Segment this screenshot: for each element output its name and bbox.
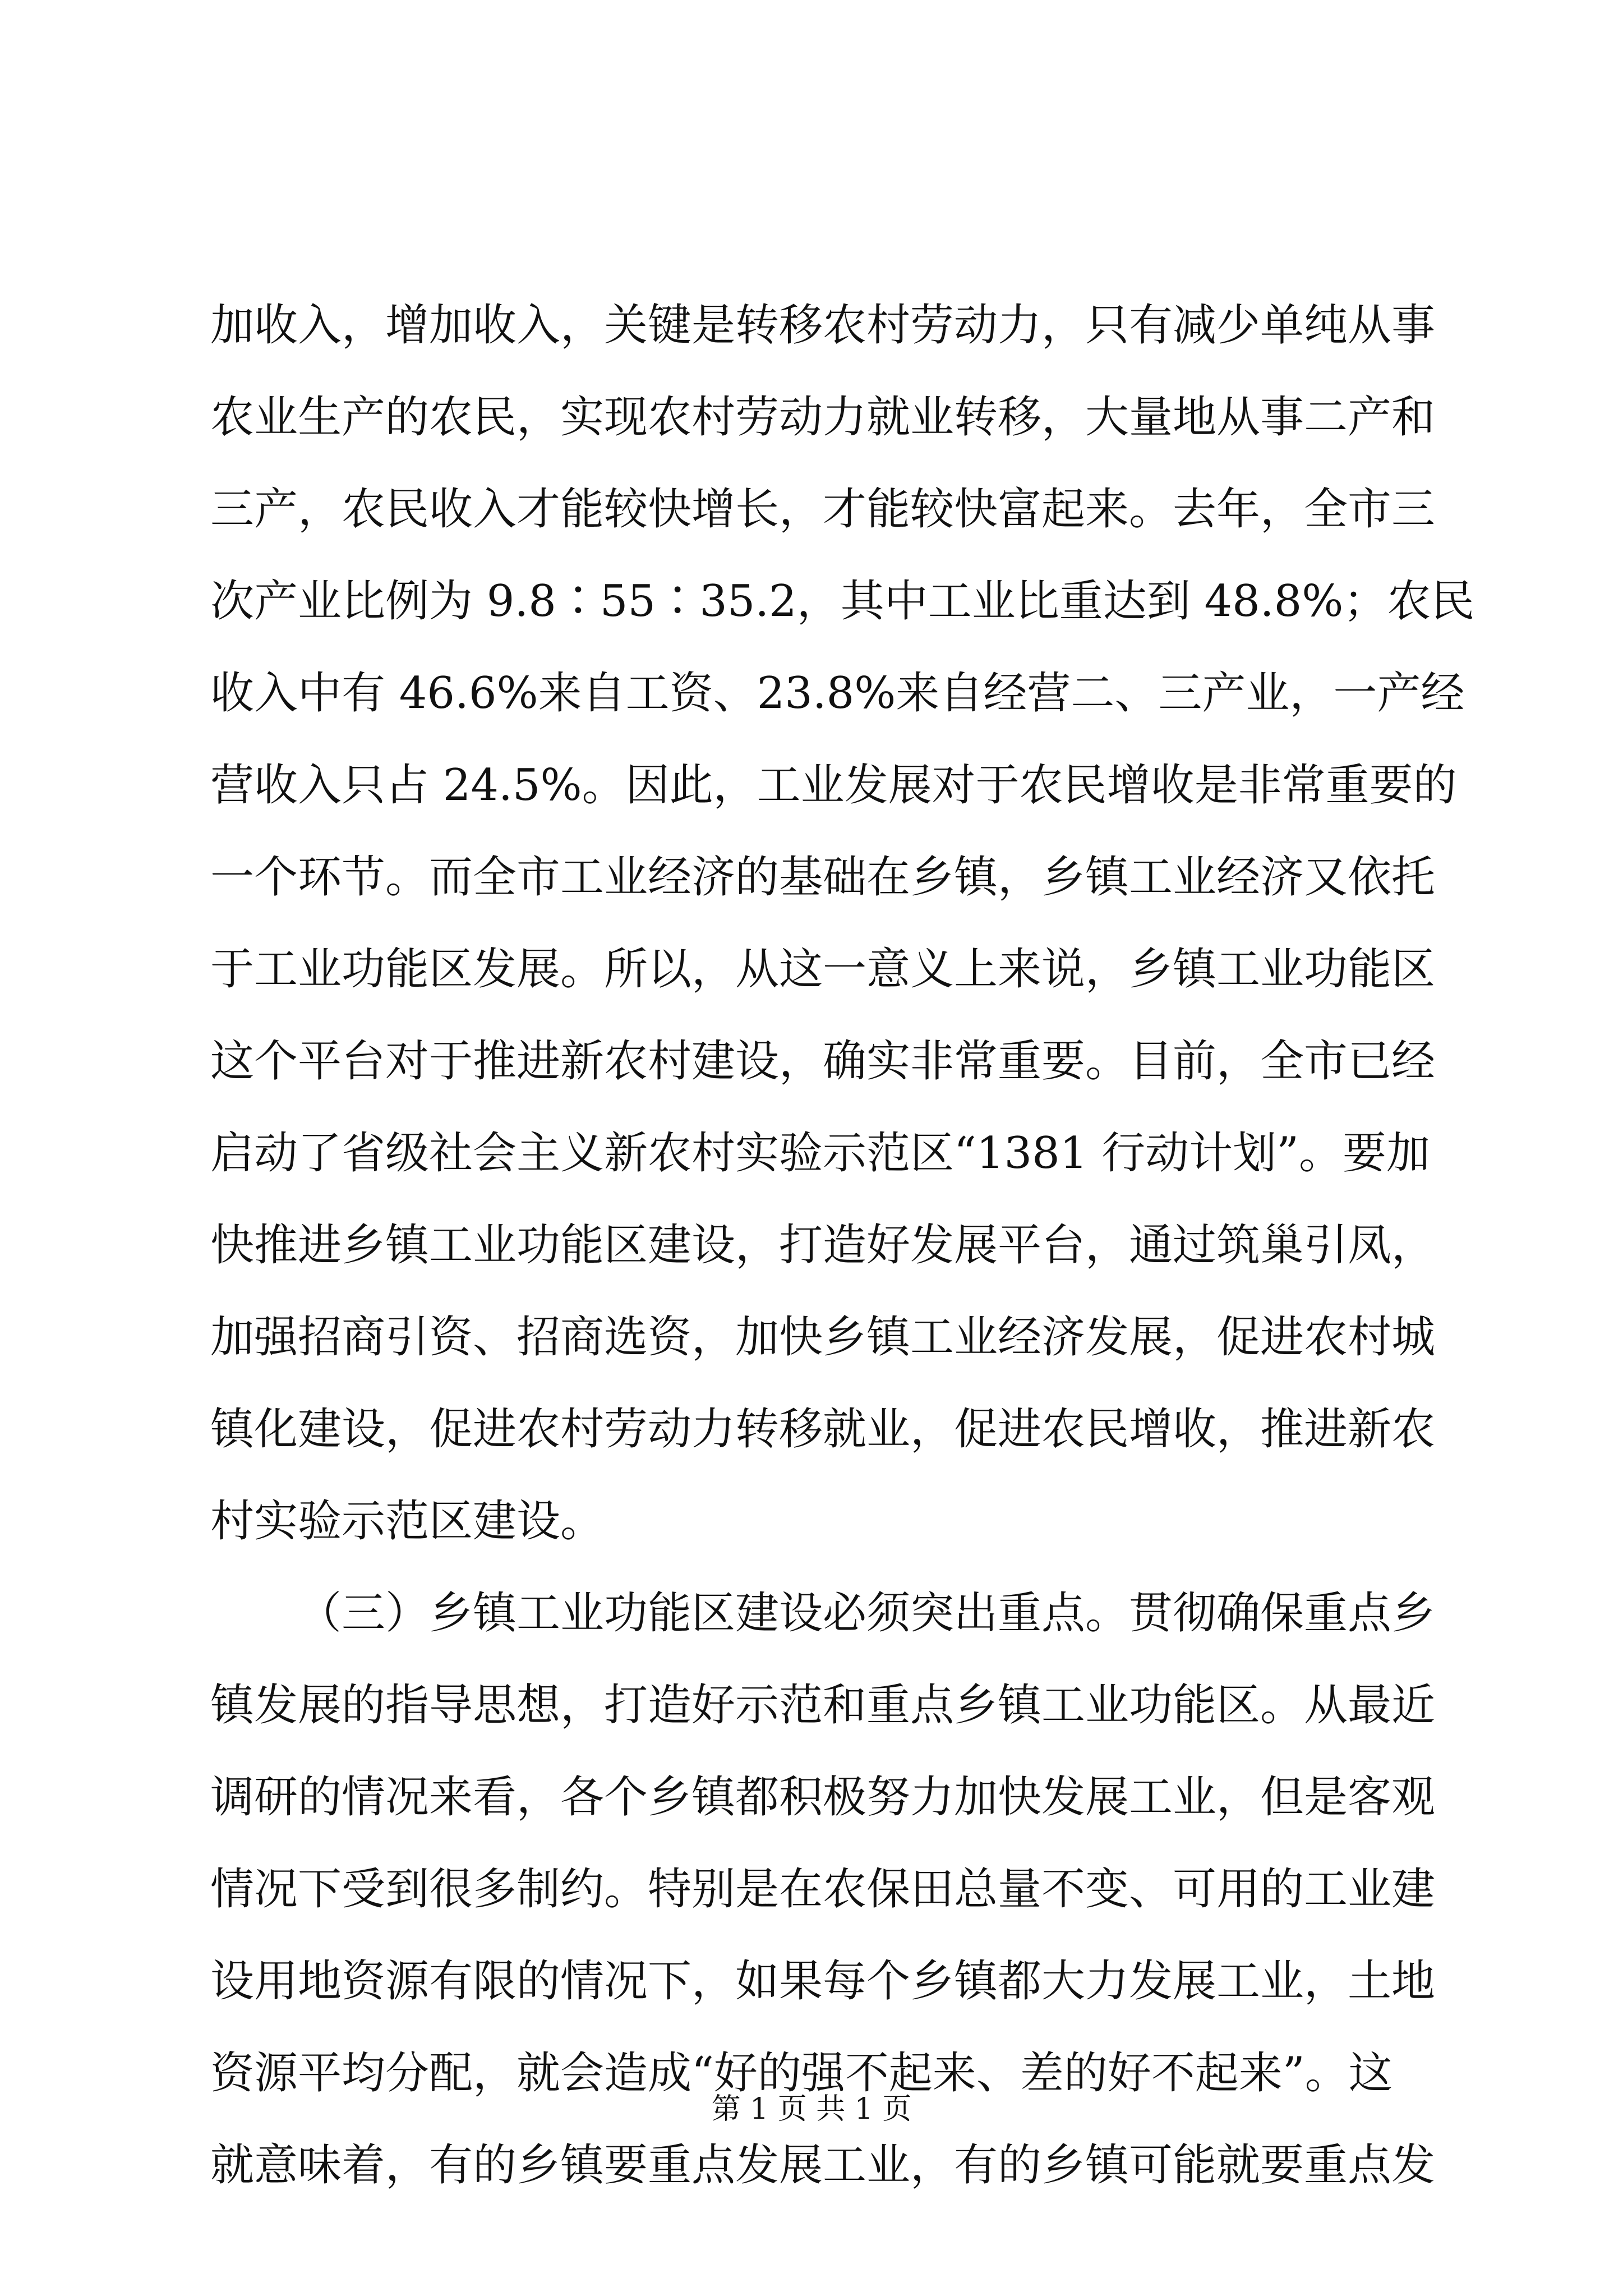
- text-line: 营收入只占 24.5%。因此，工业发展对于农民增收是非常重要的: [210, 760, 1457, 811]
- text-line: 这个平台对于推进新农村建设，确实非常重要。目前，全市已经: [210, 1036, 1436, 1087]
- text-line: 于工业功能区发展。所以，从这一意义上来说，乡镇工业功能区: [210, 944, 1436, 995]
- page-footer: 第 1 页 共 1 页: [711, 2092, 912, 2126]
- text-line: 收入中有 46.6%来自工资、23.8%来自经营二、三产业，一产经: [210, 668, 1465, 719]
- text-line: 加强招商引资、招商选资，加快乡镇工业经济发展，促进农村城: [210, 1312, 1436, 1363]
- text-line: 调研的情况来看，各个乡镇都积极努力加快发展工业，但是客观: [210, 1772, 1436, 1823]
- section-heading-line: （三）乡镇工业功能区建设必须突出重点。贯彻确保重点乡: [298, 1588, 1436, 1639]
- text-line: 启动了省级社会主义新农村实验示范区“1381 行动计划”。要加: [210, 1128, 1431, 1179]
- text-line: 情况下受到很多制约。特别是在农保田总量不变、可用的工业建: [210, 1864, 1436, 1915]
- text-line: 设用地资源有限的情况下，如果每个乡镇都大力发展工业，土地: [210, 1956, 1436, 2007]
- text-line: 镇化建设，促进农村劳动力转移就业，促进农民增收，推进新农: [210, 1404, 1436, 1455]
- text-line: 快推进乡镇工业功能区建设，打造好发展平台，通过筑巢引凤，: [210, 1220, 1436, 1271]
- text-line: 三产，农民收入才能较快增长，才能较快富起来。去年，全市三: [210, 484, 1436, 535]
- text-line: 农业生产的农民，实现农村劳动力就业转移，大量地从事二产和: [210, 392, 1436, 443]
- text-line: 村实验示范区建设。: [210, 1496, 605, 1547]
- text-line: 一个环节。而全市工业经济的基础在乡镇，乡镇工业经济又依托: [210, 852, 1436, 903]
- text-line: 次产业比例为 9.8∶55∶35.2，其中工业比重达到 48.8%；农民: [210, 576, 1475, 627]
- text-line: 资源平均分配，就会造成“好的强不起来、差的好不起来”。这: [210, 2048, 1393, 2099]
- text-line: 镇发展的指导思想，打造好示范和重点乡镇工业功能区。从最近: [210, 1680, 1436, 1731]
- text-line: 加收入，增加收入，关键是转移农村劳动力，只有减少单纯从事: [210, 300, 1436, 351]
- text-line: 就意味着，有的乡镇要重点发展工业，有的乡镇可能就要重点发: [210, 2140, 1436, 2191]
